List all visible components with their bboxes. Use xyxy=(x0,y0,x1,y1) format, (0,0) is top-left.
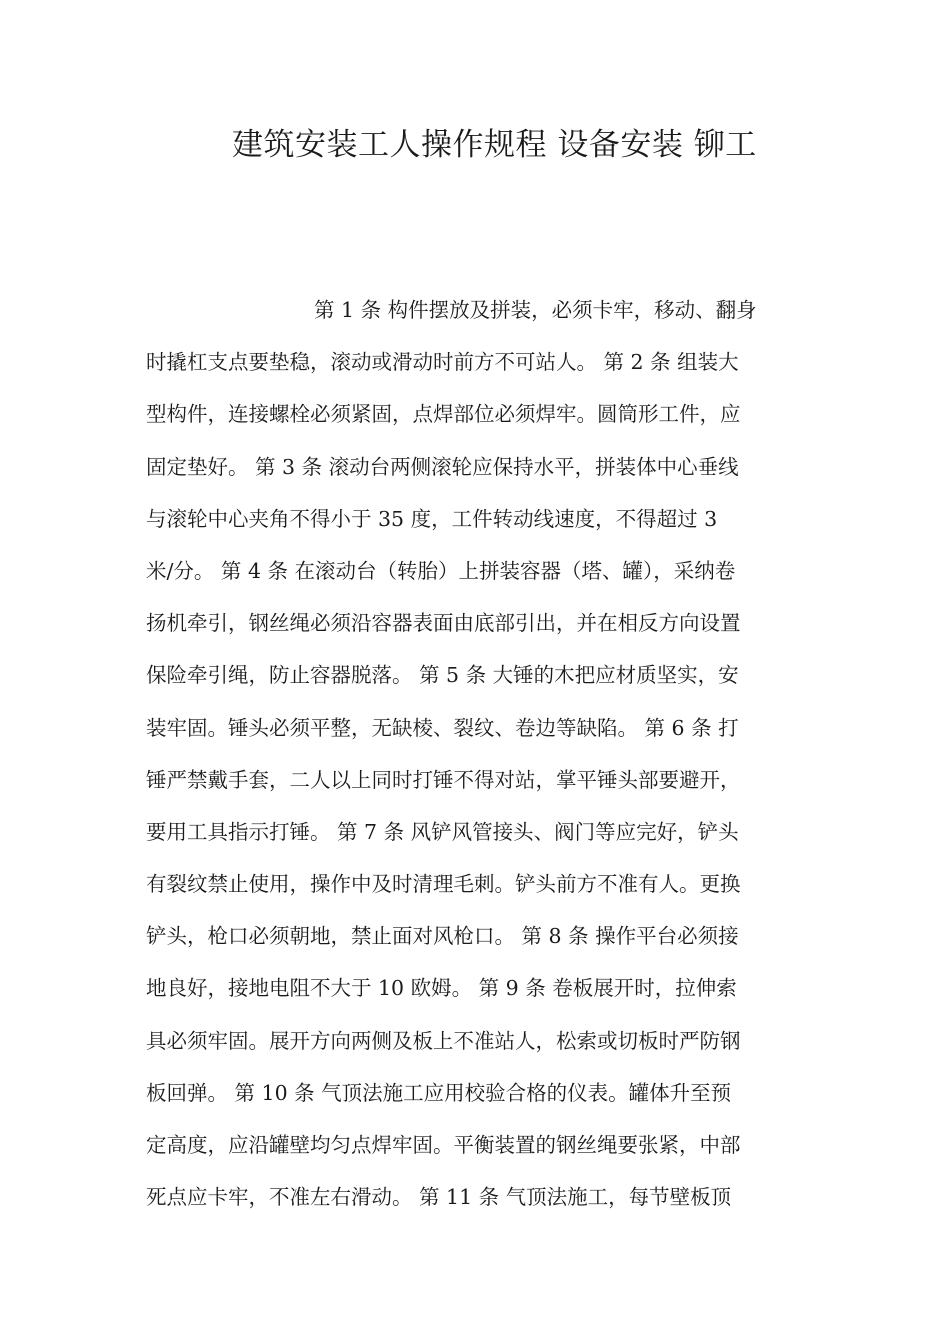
body-line: 死点应卡牢，不准左右滑动。 第 11 条 气顶法施工，每节壁板顶 xyxy=(146,1185,732,1210)
body-line: 与滚轮中心夹角不得小于 35 度，工件转动线速度，不得超过 3 xyxy=(146,506,718,531)
body-line: 时撬杠支点要垫稳，滚动或滑动时前方不可站人。 第 2 条 组装大 xyxy=(146,350,739,375)
body-line: 保险牵引绳，防止容器脱落。 第 5 条 大锤的木把应材质坚实，安 xyxy=(146,663,739,688)
body-line: 板回弹。 第 10 条 气顶法施工应用校验合格的仪表。罐体升至预 xyxy=(146,1080,732,1105)
body-line: 有裂纹禁止使用，操作中及时清理毛刺。铲头前方不准有人。更换 xyxy=(146,872,741,897)
body-line: 固定垫好。 第 3 条 滚动台两侧滚轮应保持水平，拼装体中心垂线 xyxy=(146,454,739,479)
body-line: 型构件，连接螺栓必须紧固，点焊部位必须焊牢。圆筒形工件，应 xyxy=(146,402,741,427)
body-line: 锤严禁戴手套，二人以上同时打锤不得对站，掌平锤头部要避开， xyxy=(146,767,741,792)
body-line: 扬机牵引，钢丝绳必须沿容器表面由底部引出，并在相反方向设置 xyxy=(146,611,741,636)
body-line: 第 1 条 构件摆放及拼装，必须卡牢，移动、翻身 xyxy=(314,298,757,322)
body-line: 具必须牢固。展开方向两侧及板上不准站人，松索或切板时严防钢 xyxy=(146,1028,741,1053)
body-line: 米/分。 第 4 条 在滚动台（转胎）上拼装容器（塔、罐），采纳卷 xyxy=(146,558,736,583)
body-line: 装牢固。锤头必须平整，无缺棱、裂纹、卷边等缺陷。 第 6 条 打 xyxy=(146,715,739,740)
body-line: 要用工具指示打锤。 第 7 条 风铲风管接头、阀门等应完好，铲头 xyxy=(146,819,739,844)
body-line: 定高度，应沿罐壁均匀点焊牢固。平衡装置的钢丝绳要张紧，中部 xyxy=(146,1133,741,1157)
document-title: 建筑安装工人操作规程 设备安装 铆工 xyxy=(232,127,757,163)
document-body xyxy=(146,284,808,1223)
body-line: 地良好，接地电阻不大于 10 欧姆。 第 9 条 卷板展开时，拉伸索 xyxy=(146,976,737,1001)
body-line: 铲头，枪口必须朝地，禁止面对风枪口。 第 8 条 操作平台必须接 xyxy=(146,924,739,949)
